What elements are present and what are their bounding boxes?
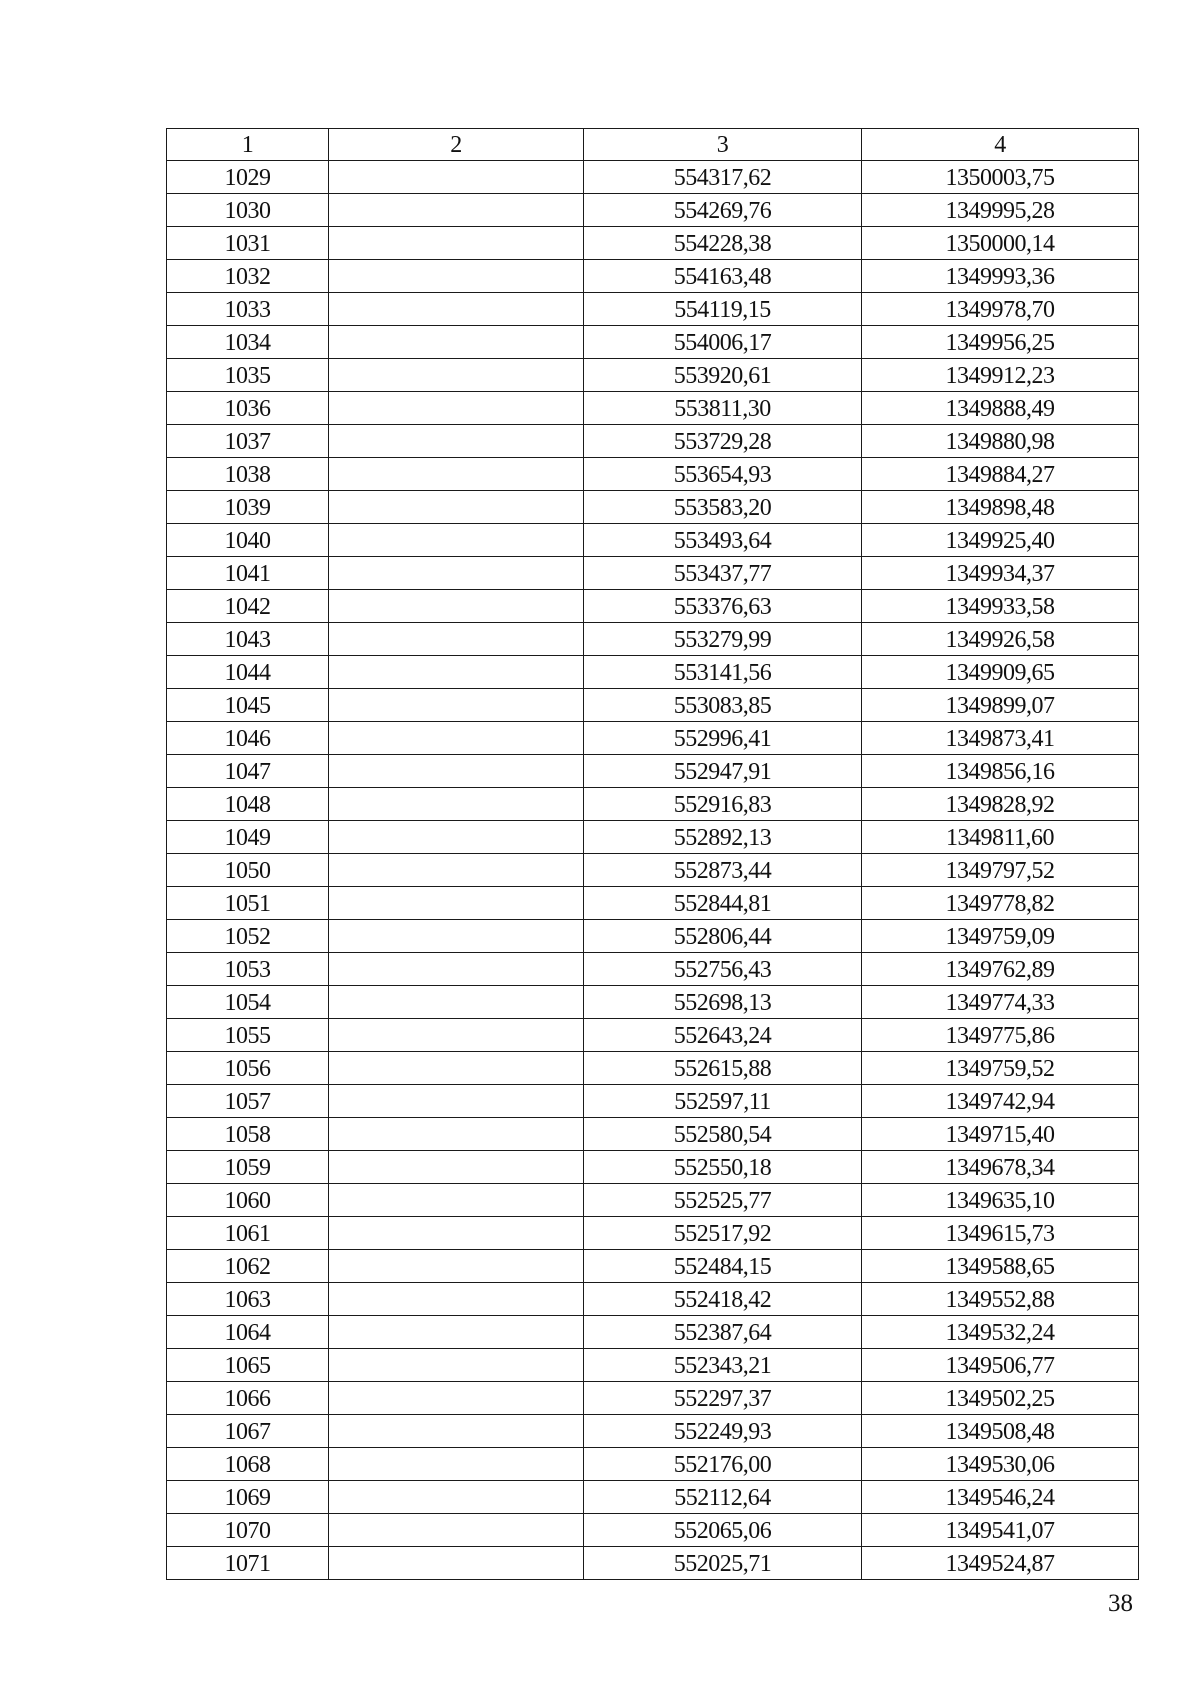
- empty-cell: [329, 1382, 584, 1415]
- empty-cell: [329, 689, 584, 722]
- coordinate-x-cell: 552643,24: [584, 1019, 862, 1052]
- empty-cell: [329, 590, 584, 623]
- point-number-cell: 1068: [167, 1448, 329, 1481]
- empty-cell: [329, 557, 584, 590]
- table-row: [167, 821, 1139, 854]
- table-row: [167, 1052, 1139, 1085]
- coordinate-x-cell: 552484,15: [584, 1250, 862, 1283]
- table-row: [167, 1349, 1139, 1382]
- table-row: [167, 458, 1139, 491]
- empty-cell: [329, 920, 584, 953]
- coordinate-x-cell: 552517,92: [584, 1217, 862, 1250]
- coordinate-x-cell: 553729,28: [584, 425, 862, 458]
- coordinate-x-cell: 553083,85: [584, 689, 862, 722]
- coordinate-y-cell: 1349925,40: [862, 524, 1139, 557]
- coordinate-x-cell: 553493,64: [584, 524, 862, 557]
- table-row: [167, 227, 1139, 260]
- empty-cell: [329, 986, 584, 1019]
- table-row: [167, 359, 1139, 392]
- point-number-cell: 1029: [167, 161, 329, 194]
- table-row: [167, 920, 1139, 953]
- empty-cell: [329, 887, 584, 920]
- empty-cell: [329, 359, 584, 392]
- empty-cell: [329, 458, 584, 491]
- coordinate-x-cell: 552387,64: [584, 1316, 862, 1349]
- table-row: [167, 557, 1139, 590]
- point-number-cell: 1044: [167, 656, 329, 689]
- coordinate-y-cell: 1349546,24: [862, 1481, 1139, 1514]
- coordinate-y-cell: 1349978,70: [862, 293, 1139, 326]
- column-header: 1: [167, 129, 329, 161]
- empty-cell: [329, 821, 584, 854]
- point-number-cell: 1049: [167, 821, 329, 854]
- table-row: [167, 161, 1139, 194]
- coordinate-x-cell: 552873,44: [584, 854, 862, 887]
- empty-cell: [329, 722, 584, 755]
- coordinate-x-cell: 554119,15: [584, 293, 862, 326]
- point-number-cell: 1040: [167, 524, 329, 557]
- empty-cell: [329, 755, 584, 788]
- table-body: [167, 161, 1139, 1580]
- coordinate-y-cell: 1349993,36: [862, 260, 1139, 293]
- coordinate-y-cell: 1349506,77: [862, 1349, 1139, 1382]
- table-row: [167, 656, 1139, 689]
- point-number-cell: 1035: [167, 359, 329, 392]
- empty-cell: [329, 1019, 584, 1052]
- point-number-cell: 1031: [167, 227, 329, 260]
- point-number-cell: 1045: [167, 689, 329, 722]
- empty-cell: [329, 1547, 584, 1580]
- table-row: [167, 1316, 1139, 1349]
- empty-cell: [329, 1217, 584, 1250]
- coordinate-y-cell: 1349856,16: [862, 755, 1139, 788]
- table-row: [167, 623, 1139, 656]
- coordinate-y-cell: 1349588,65: [862, 1250, 1139, 1283]
- coordinate-y-cell: 1349880,98: [862, 425, 1139, 458]
- coordinate-x-cell: 554163,48: [584, 260, 862, 293]
- empty-cell: [329, 425, 584, 458]
- coordinate-y-cell: 1349873,41: [862, 722, 1139, 755]
- coordinate-x-cell: 552844,81: [584, 887, 862, 920]
- point-number-cell: 1061: [167, 1217, 329, 1250]
- coordinate-x-cell: 554006,17: [584, 326, 862, 359]
- point-number-cell: 1059: [167, 1151, 329, 1184]
- point-number-cell: 1070: [167, 1514, 329, 1547]
- table-row: [167, 524, 1139, 557]
- coordinate-y-cell: 1349530,06: [862, 1448, 1139, 1481]
- empty-cell: [329, 953, 584, 986]
- point-number-cell: 1048: [167, 788, 329, 821]
- coordinate-y-cell: 1349552,88: [862, 1283, 1139, 1316]
- coordinate-y-cell: 1349508,48: [862, 1415, 1139, 1448]
- empty-cell: [329, 1514, 584, 1547]
- point-number-cell: 1063: [167, 1283, 329, 1316]
- coordinate-x-cell: 552525,77: [584, 1184, 862, 1217]
- point-number-cell: 1056: [167, 1052, 329, 1085]
- coordinate-x-cell: 553811,30: [584, 392, 862, 425]
- table-row: [167, 722, 1139, 755]
- empty-cell: [329, 491, 584, 524]
- empty-cell: [329, 1250, 584, 1283]
- coordinate-x-cell: 552698,13: [584, 986, 862, 1019]
- point-number-cell: 1066: [167, 1382, 329, 1415]
- coordinate-y-cell: 1349912,23: [862, 359, 1139, 392]
- coordinate-x-cell: 552892,13: [584, 821, 862, 854]
- coordinate-x-cell: 552996,41: [584, 722, 862, 755]
- table-row: [167, 326, 1139, 359]
- coordinate-x-cell: 552112,64: [584, 1481, 862, 1514]
- table-row: [167, 194, 1139, 227]
- coordinate-x-cell: 552249,93: [584, 1415, 862, 1448]
- coordinate-x-cell: 553583,20: [584, 491, 862, 524]
- column-header: 3: [584, 129, 862, 161]
- coordinate-y-cell: 1349524,87: [862, 1547, 1139, 1580]
- point-number-cell: 1050: [167, 854, 329, 887]
- table-row: [167, 953, 1139, 986]
- table-row: [167, 1448, 1139, 1481]
- table-row: [167, 1019, 1139, 1052]
- coordinate-x-cell: 552615,88: [584, 1052, 862, 1085]
- table-row: [167, 1217, 1139, 1250]
- point-number-cell: 1039: [167, 491, 329, 524]
- column-header: 2: [329, 129, 584, 161]
- table-row: [167, 1415, 1139, 1448]
- coordinate-x-cell: 552025,71: [584, 1547, 862, 1580]
- table-row: [167, 986, 1139, 1019]
- coordinate-y-cell: 1349884,27: [862, 458, 1139, 491]
- coordinate-x-cell: 552916,83: [584, 788, 862, 821]
- empty-cell: [329, 854, 584, 887]
- empty-cell: [329, 1085, 584, 1118]
- empty-cell: [329, 1481, 584, 1514]
- point-number-cell: 1046: [167, 722, 329, 755]
- coordinate-y-cell: 1349715,40: [862, 1118, 1139, 1151]
- empty-cell: [329, 194, 584, 227]
- coordinate-y-cell: 1349762,89: [862, 953, 1139, 986]
- coordinate-y-cell: 1349678,34: [862, 1151, 1139, 1184]
- empty-cell: [329, 260, 584, 293]
- table-row: [167, 887, 1139, 920]
- table-row: [167, 293, 1139, 326]
- point-number-cell: 1047: [167, 755, 329, 788]
- table-row: [167, 1250, 1139, 1283]
- coordinate-y-cell: 1349541,07: [862, 1514, 1139, 1547]
- empty-cell: [329, 227, 584, 260]
- point-number-cell: 1062: [167, 1250, 329, 1283]
- point-number-cell: 1052: [167, 920, 329, 953]
- coordinate-y-cell: 1349775,86: [862, 1019, 1139, 1052]
- table-row: [167, 689, 1139, 722]
- table-row: [167, 1481, 1139, 1514]
- point-number-cell: 1036: [167, 392, 329, 425]
- table-row: [167, 1547, 1139, 1580]
- empty-cell: [329, 1448, 584, 1481]
- coordinate-x-cell: 552806,44: [584, 920, 862, 953]
- empty-cell: [329, 1052, 584, 1085]
- coordinate-x-cell: 553654,93: [584, 458, 862, 491]
- table-row: [167, 491, 1139, 524]
- coordinate-y-cell: 1349759,09: [862, 920, 1139, 953]
- point-number-cell: 1067: [167, 1415, 329, 1448]
- coordinate-y-cell: 1349926,58: [862, 623, 1139, 656]
- table-row: [167, 1151, 1139, 1184]
- table-row: [167, 1085, 1139, 1118]
- coordinate-x-cell: 552065,06: [584, 1514, 862, 1547]
- coordinate-y-cell: 1349502,25: [862, 1382, 1139, 1415]
- coordinates-table: [166, 128, 1139, 1580]
- coordinate-y-cell: 1349956,25: [862, 326, 1139, 359]
- table-row: [167, 1184, 1139, 1217]
- empty-cell: [329, 1184, 584, 1217]
- empty-cell: [329, 788, 584, 821]
- point-number-cell: 1041: [167, 557, 329, 590]
- coordinate-y-cell: 1349742,94: [862, 1085, 1139, 1118]
- coordinate-y-cell: 1349532,24: [862, 1316, 1139, 1349]
- coordinate-x-cell: 554269,76: [584, 194, 862, 227]
- coordinate-x-cell: 553141,56: [584, 656, 862, 689]
- coordinate-y-cell: 1349635,10: [862, 1184, 1139, 1217]
- coordinate-y-cell: 1349909,65: [862, 656, 1139, 689]
- table-row: [167, 755, 1139, 788]
- coordinate-y-cell: 1350000,14: [862, 227, 1139, 260]
- coordinate-x-cell: 552580,54: [584, 1118, 862, 1151]
- empty-cell: [329, 1349, 584, 1382]
- point-number-cell: 1069: [167, 1481, 329, 1514]
- point-number-cell: 1065: [167, 1349, 329, 1382]
- coordinate-y-cell: 1349898,48: [862, 491, 1139, 524]
- coordinate-y-cell: 1349899,07: [862, 689, 1139, 722]
- empty-cell: [329, 524, 584, 557]
- coordinate-x-cell: 552947,91: [584, 755, 862, 788]
- table-row: [167, 1382, 1139, 1415]
- coordinate-x-cell: 552418,42: [584, 1283, 862, 1316]
- point-number-cell: 1055: [167, 1019, 329, 1052]
- point-number-cell: 1051: [167, 887, 329, 920]
- coordinate-y-cell: 1349778,82: [862, 887, 1139, 920]
- point-number-cell: 1058: [167, 1118, 329, 1151]
- empty-cell: [329, 1118, 584, 1151]
- table-row: [167, 425, 1139, 458]
- point-number-cell: 1043: [167, 623, 329, 656]
- coordinate-x-cell: 552597,11: [584, 1085, 862, 1118]
- coordinate-y-cell: 1349934,37: [862, 557, 1139, 590]
- empty-cell: [329, 656, 584, 689]
- coordinate-x-cell: 554228,38: [584, 227, 862, 260]
- table-row: [167, 1118, 1139, 1151]
- point-number-cell: 1057: [167, 1085, 329, 1118]
- point-number-cell: 1037: [167, 425, 329, 458]
- coordinate-x-cell: 552756,43: [584, 953, 862, 986]
- empty-cell: [329, 293, 584, 326]
- coordinate-y-cell: 1349797,52: [862, 854, 1139, 887]
- coordinate-x-cell: 552343,21: [584, 1349, 862, 1382]
- empty-cell: [329, 1151, 584, 1184]
- coordinate-x-cell: 553376,63: [584, 590, 862, 623]
- coordinate-x-cell: 552176,00: [584, 1448, 862, 1481]
- point-number-cell: 1060: [167, 1184, 329, 1217]
- coordinate-y-cell: 1349759,52: [862, 1052, 1139, 1085]
- point-number-cell: 1038: [167, 458, 329, 491]
- empty-cell: [329, 326, 584, 359]
- coordinate-y-cell: 1349774,33: [862, 986, 1139, 1019]
- point-number-cell: 1034: [167, 326, 329, 359]
- coordinate-y-cell: 1349828,92: [862, 788, 1139, 821]
- page-number: 38: [1108, 1590, 1133, 1617]
- coordinate-y-cell: 1349933,58: [862, 590, 1139, 623]
- coordinate-x-cell: 554317,62: [584, 161, 862, 194]
- point-number-cell: 1054: [167, 986, 329, 1019]
- point-number-cell: 1033: [167, 293, 329, 326]
- coordinate-y-cell: 1349615,73: [862, 1217, 1139, 1250]
- table-row: [167, 260, 1139, 293]
- table-row: [167, 1514, 1139, 1547]
- empty-cell: [329, 1283, 584, 1316]
- empty-cell: [329, 1316, 584, 1349]
- coordinate-y-cell: 1349811,60: [862, 821, 1139, 854]
- point-number-cell: 1071: [167, 1547, 329, 1580]
- coordinate-x-cell: 553279,99: [584, 623, 862, 656]
- point-number-cell: 1032: [167, 260, 329, 293]
- point-number-cell: 1042: [167, 590, 329, 623]
- point-number-cell: 1064: [167, 1316, 329, 1349]
- coordinate-x-cell: 553437,77: [584, 557, 862, 590]
- coordinate-y-cell: 1350003,75: [862, 161, 1139, 194]
- table-header-row: [167, 129, 1139, 161]
- empty-cell: [329, 161, 584, 194]
- table-row: [167, 590, 1139, 623]
- coordinate-y-cell: 1349995,28: [862, 194, 1139, 227]
- table-row: [167, 392, 1139, 425]
- table-row: [167, 854, 1139, 887]
- empty-cell: [329, 623, 584, 656]
- coordinate-x-cell: 552297,37: [584, 1382, 862, 1415]
- coordinate-x-cell: 552550,18: [584, 1151, 862, 1184]
- empty-cell: [329, 392, 584, 425]
- coordinate-y-cell: 1349888,49: [862, 392, 1139, 425]
- column-header: 4: [862, 129, 1139, 161]
- point-number-cell: 1053: [167, 953, 329, 986]
- table-row: [167, 1283, 1139, 1316]
- table-row: [167, 788, 1139, 821]
- coordinate-x-cell: 553920,61: [584, 359, 862, 392]
- point-number-cell: 1030: [167, 194, 329, 227]
- empty-cell: [329, 1415, 584, 1448]
